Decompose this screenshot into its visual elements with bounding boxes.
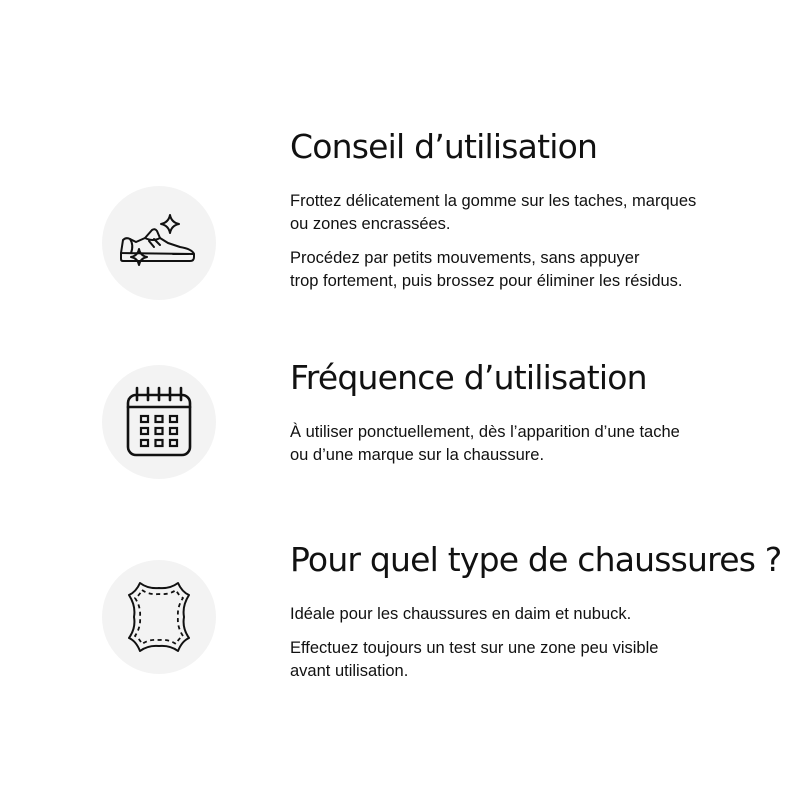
sneaker-sparkle-icon: [118, 212, 200, 274]
text-line: À utiliser ponctuellement, dès l’apparition d’une tache: [290, 423, 680, 441]
usage-frequency-title: Fréquence d’utilisation: [290, 358, 647, 397]
calendar-icon: [125, 386, 193, 458]
shoe-type-paragraph-2: [290, 637, 760, 683]
leather-hide-icon: [126, 579, 192, 655]
text-line: ou d’une marque sur la chaussure.: [290, 446, 545, 464]
usage-advice-paragraph-1: [290, 190, 760, 236]
text-line: Frottez délicatement la gomme sur les taches, marques: [290, 192, 697, 210]
leather-icon-badge: [102, 560, 216, 674]
usage-advice-paragraph-2: [290, 247, 760, 293]
text-line: avant utilisation.: [290, 662, 409, 680]
shoe-type-title: Pour quel type de chaussures ?: [290, 540, 782, 579]
calendar-icon-badge: [102, 365, 216, 479]
text-line: trop fortement, puis brossez pour éliminer les résidus.: [290, 272, 683, 290]
text-line: Idéale pour les chaussures en daim et nubuck.: [290, 605, 632, 623]
text-line: Procédez par petits mouvements, sans appuyer: [290, 249, 640, 267]
usage-advice-title: Conseil d’utilisation: [290, 127, 598, 166]
sneaker-icon-badge: [102, 186, 216, 300]
text-line: ou zones encrassées.: [290, 215, 451, 233]
usage-frequency-paragraph: [290, 421, 760, 467]
shoe-type-paragraph-1: [290, 603, 760, 626]
text-line: Effectuez toujours un test sur une zone peu visible: [290, 639, 659, 657]
